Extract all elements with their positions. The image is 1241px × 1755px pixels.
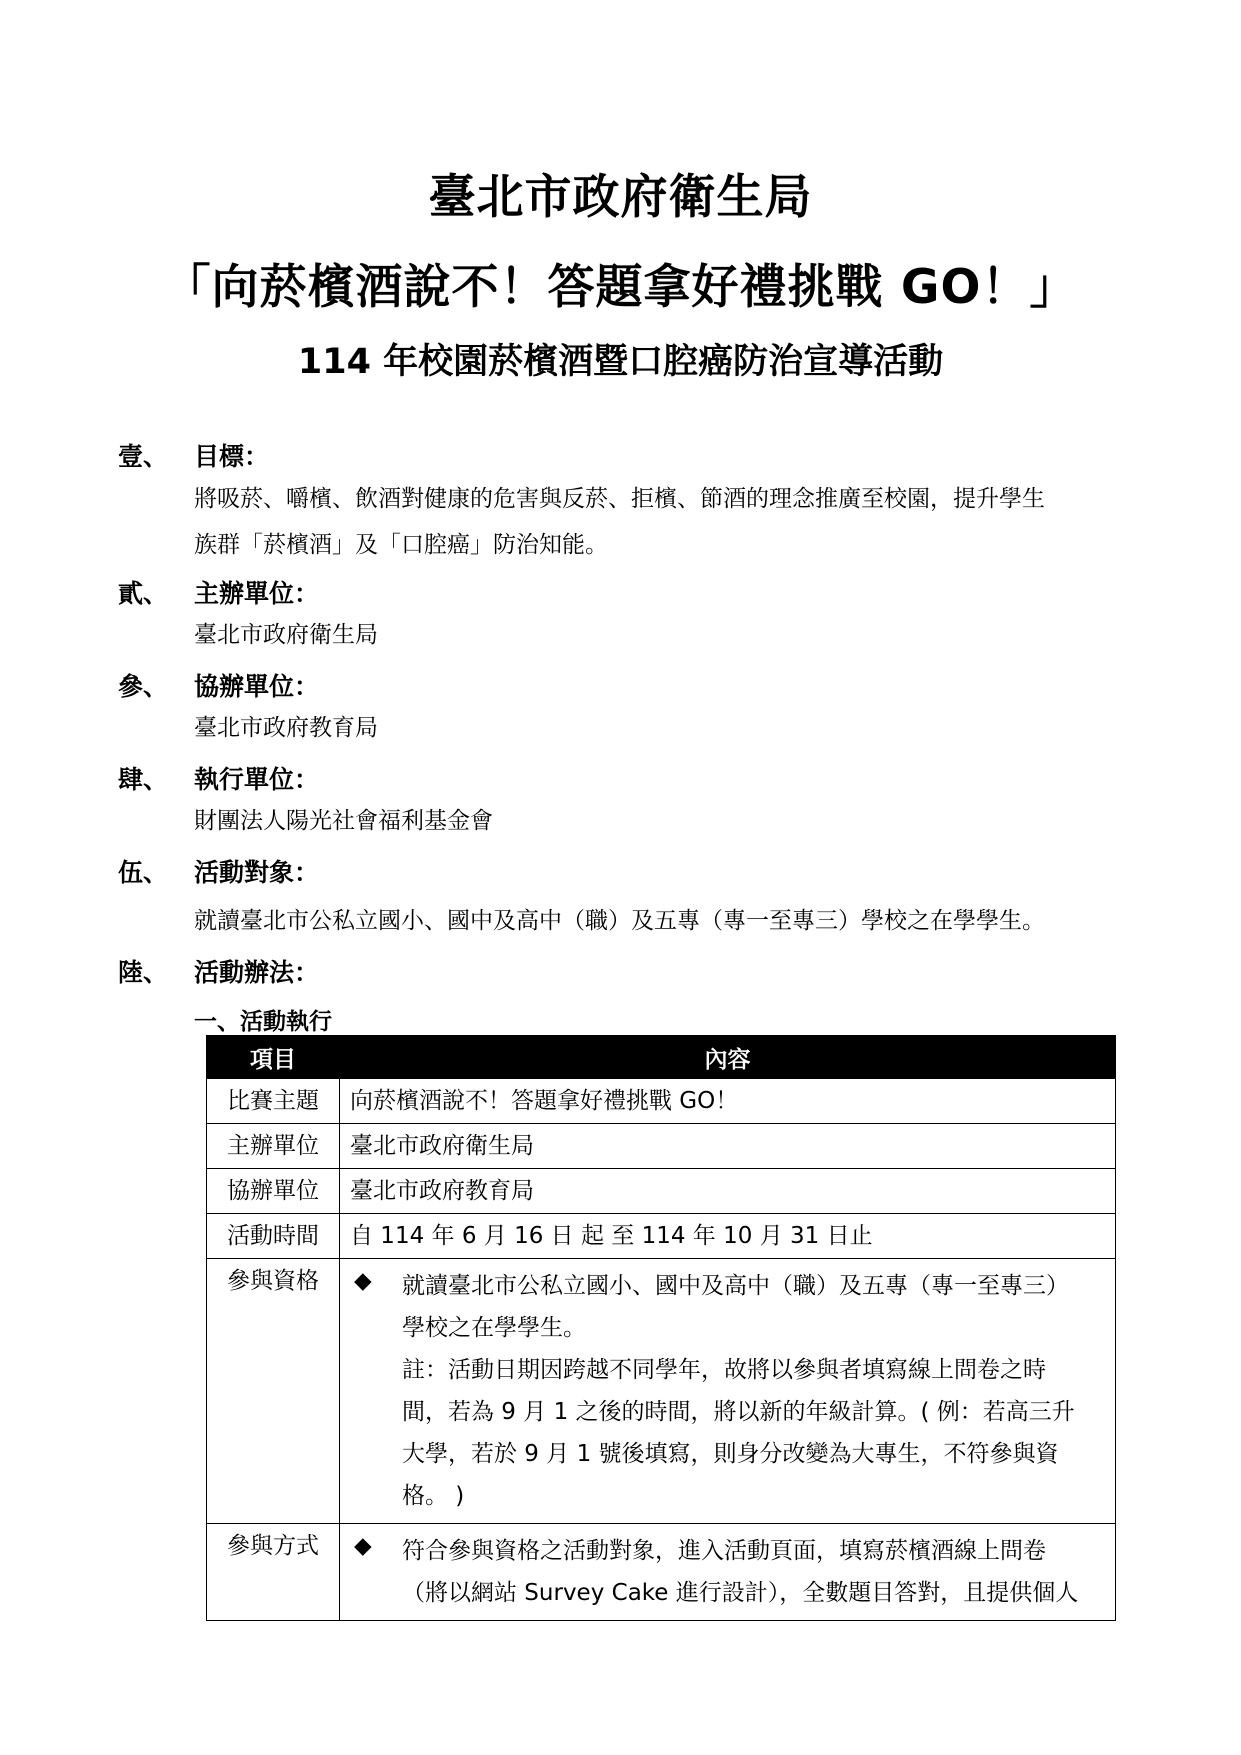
table-row-eligibility: [207, 1259, 1116, 1524]
bullet-text: [402, 1265, 1075, 1517]
bullet-line: 就讀臺北市公私立國小、國中及高中（職）及五專（專一至專三）: [402, 1273, 1069, 1299]
paragraph-line: 族群「菸檳酒」及「口腔癌」防治知能。: [194, 532, 608, 558]
table-key: 比賽主題: [207, 1079, 340, 1124]
bullet-line: 間，若為 9 月 1 之後的時間，將以新的年級計算。( 例：若高三升: [402, 1399, 1075, 1425]
section-executor-body: 財團法人陽光社會福利基金會: [194, 808, 493, 834]
table-key: 參與方式: [207, 1524, 340, 1621]
activity-table: [206, 1035, 1116, 1621]
section-number: 貳、: [118, 579, 169, 608]
section-goal-body: [194, 476, 1045, 568]
table-row: [207, 1124, 1116, 1169]
diamond-bullet-icon: ◆: [354, 1268, 372, 1294]
section-audience-body: 就讀臺北市公私立國小、國中及高中（職）及五專（專一至專三）學校之在學學生。: [194, 908, 1045, 934]
bullet-line: （將以網站 Survey Cake 進行設計），全數題目答對，且提供個人: [402, 1580, 1079, 1606]
bullet-line: 註：活動日期因跨越不同學年，故將以參與者填寫線上問卷之時: [402, 1357, 1046, 1383]
section-executor-heading: [118, 760, 319, 796]
section-number: 伍、: [118, 858, 169, 887]
table-row: [207, 1169, 1116, 1214]
bullet-line: 學校之在學學生。: [402, 1315, 586, 1341]
section-heading: 協辦單位：: [194, 672, 320, 701]
table-value: 臺北市政府教育局: [340, 1169, 1116, 1214]
section-number: 陸、: [118, 958, 169, 987]
section-heading: 活動辦法：: [194, 958, 320, 987]
table-key: 參與資格: [207, 1259, 340, 1524]
section-number: 參、: [118, 672, 169, 701]
table-key: 協辦單位: [207, 1169, 340, 1214]
section-coorganizer-heading: [118, 667, 319, 703]
table-header-row: [207, 1036, 1116, 1079]
table-value: [340, 1259, 1116, 1524]
table-header-content: 內容: [340, 1036, 1116, 1079]
table-key: 主辦單位: [207, 1124, 340, 1169]
subsection-title: 一、活動執行: [194, 1009, 332, 1035]
section-heading: 目標：: [194, 442, 270, 471]
section-number: 肆、: [118, 765, 169, 794]
section-organizer-body: 臺北市政府衛生局: [194, 622, 378, 648]
bullet-line: 符合參與資格之活動對象，進入活動頁面，填寫菸檳酒線上問卷: [402, 1538, 1046, 1564]
table-row: [207, 1214, 1116, 1259]
paragraph-line: 將吸菸、嚼檳、飲酒對健康的危害與反菸、拒檳、節酒的理念推廣至校園，提升學生: [194, 486, 1045, 512]
section-goal-heading: [118, 437, 269, 473]
bullet-line: 大學，若於 9 月 1 號後填寫，則身分改變為大專生，不符參與資: [402, 1441, 1059, 1467]
table-header-item: 項目: [207, 1036, 340, 1079]
section-coorganizer-body: 臺北市政府教育局: [194, 715, 378, 741]
section-audience-heading: [118, 853, 319, 889]
section-organizer-heading: [118, 574, 319, 610]
bullet-item: [350, 1265, 1111, 1517]
table-value: 臺北市政府衛生局: [340, 1124, 1116, 1169]
table-value: 向菸檳酒說不！答題拿好禮挑戰 GO！: [340, 1079, 1116, 1124]
section-heading: 活動對象：: [194, 858, 320, 887]
event-title: 114 年校園菸檳酒暨口腔癌防治宣導活動: [297, 342, 944, 382]
table-value: 自 114 年 6 月 16 日 起 至 114 年 10 月 31 日止: [340, 1214, 1116, 1259]
section-heading: 執行單位：: [194, 765, 320, 794]
table-row-method: [207, 1524, 1116, 1621]
document-title: 臺北市政府衛生局: [428, 170, 813, 225]
diamond-bullet-icon: ◆: [354, 1533, 372, 1559]
table-row: [207, 1079, 1116, 1124]
campaign-title: 「向菸檳酒說不！答題拿好禮挑戰 GO！」: [163, 260, 1078, 315]
bullet-line: 格。 ): [402, 1483, 465, 1509]
bullet-item: [350, 1530, 1111, 1614]
section-method-heading: [118, 953, 319, 989]
table-value: [340, 1524, 1116, 1621]
bullet-text: [402, 1530, 1078, 1614]
section-number: 壹、: [118, 442, 169, 471]
section-heading: 主辦單位：: [194, 579, 320, 608]
table-key: 活動時間: [207, 1214, 340, 1259]
